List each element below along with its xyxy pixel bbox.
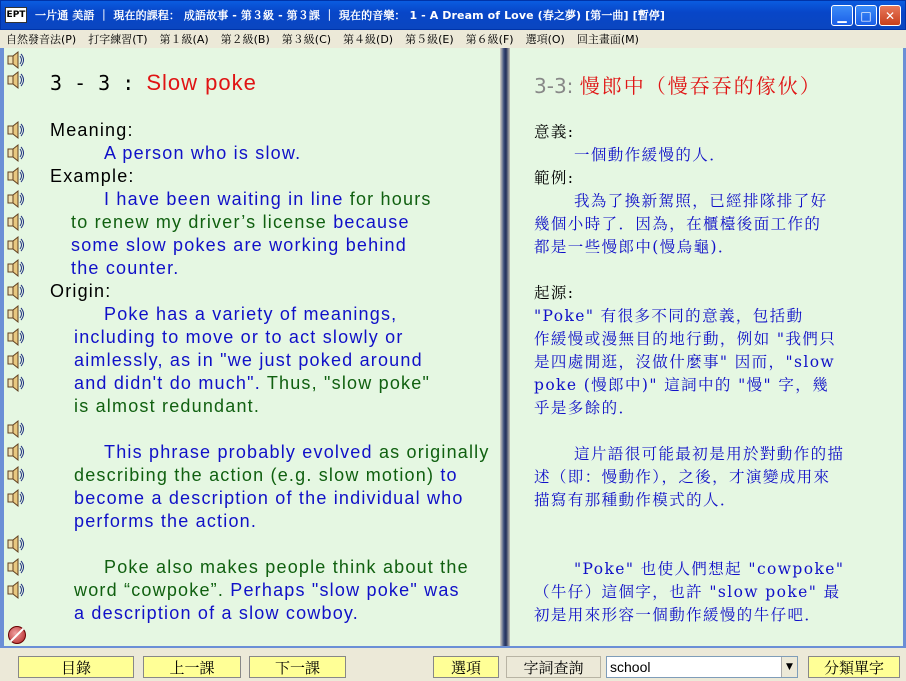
menu-level-3[interactable]: 第３級(C) (281, 33, 332, 46)
english-line (50, 120, 134, 141)
dictionary-button[interactable]: 字詞查詢 (506, 656, 601, 678)
english-line (74, 350, 423, 371)
chinese-line: 是四處閒逛，沒做什麼事" 因而，"slow (534, 353, 836, 371)
menu-options[interactable]: 選項(O) (525, 33, 565, 46)
english-line (74, 465, 458, 486)
chinese-line: 一個動作緩慢的人． (574, 146, 727, 164)
stop-icon[interactable] (8, 626, 26, 644)
menu-typing[interactable]: 打字練習(T) (88, 33, 148, 46)
speaker-icon[interactable] (6, 534, 26, 554)
chinese-pane[interactable] (510, 48, 906, 646)
app-icon[interactable]: EPT (5, 7, 27, 23)
english-text: Origin: (50, 281, 112, 301)
english-text: to renew my driver’s license (71, 212, 334, 232)
chinese-lesson-title: 慢郎中（慢吞吞的傢伙） (579, 74, 822, 98)
english-text: for hours (349, 189, 432, 209)
chinese-line: 起源: (534, 284, 575, 302)
english-text: Example: (50, 166, 135, 186)
chinese-line: "Poke" 有很多不同的意義，包括動 (534, 307, 804, 325)
english-text: describing the action (e.g. slow motion) (74, 465, 441, 485)
speaker-icon[interactable] (6, 235, 26, 255)
speaker-icon[interactable] (6, 350, 26, 370)
chinese-line: 述（即：慢動作），之後，才演變成用來 (534, 468, 831, 486)
chevron-down-icon[interactable]: ▼ (781, 657, 797, 677)
prev-lesson-button[interactable]: 上一課 (143, 656, 241, 678)
speaker-icon[interactable] (6, 327, 26, 347)
close-button[interactable]: ✕ (879, 5, 901, 26)
english-line (104, 143, 301, 164)
chinese-line: 我為了換新駕照，已經排隊排了好 (574, 192, 828, 210)
speaker-icon[interactable] (6, 120, 26, 140)
chinese-heading (534, 70, 822, 99)
speaker-icon[interactable] (6, 212, 26, 232)
english-line (50, 166, 135, 187)
bottom-toolbar (0, 646, 906, 681)
speaker-icon[interactable] (6, 143, 26, 163)
english-text: aimlessly, (74, 350, 170, 370)
chinese-line: "Poke" 也使人們想起 "cowpoke" (574, 560, 845, 578)
english-text: including to move or to act slowly or (74, 327, 404, 347)
speaker-icon[interactable] (6, 488, 26, 508)
speaker-icon[interactable] (6, 442, 26, 462)
speaker-icon[interactable] (6, 166, 26, 186)
english-text: because (333, 212, 410, 232)
english-text: as originally (378, 442, 490, 462)
english-text: I have been waiting in line (104, 189, 350, 209)
english-line (104, 442, 490, 463)
chinese-line: 幾個小時了．因為，在櫃檯後面工作的 (534, 215, 822, 233)
english-text: some slow pokes are working behind (71, 235, 407, 255)
english-line (71, 212, 410, 233)
english-text: word “cowpoke”. (74, 580, 231, 600)
english-text: Poke also makes people think about the (104, 557, 469, 577)
chinese-line: 這片語很可能最初是用於對動作的描 (574, 445, 845, 463)
category-words-button[interactable]: 分類單字 (808, 656, 900, 678)
word-lookup-value[interactable]: school (610, 659, 651, 675)
english-text: Thus, "slow poke" (266, 373, 431, 393)
english-line (74, 373, 430, 394)
lesson-number: 3 - 3 : (50, 71, 135, 95)
next-lesson-button[interactable]: 下一課 (249, 656, 346, 678)
english-line (74, 396, 260, 417)
chinese-line: （牛仔）這個字，也許 "slow poke" 最 (534, 583, 841, 601)
speaker-icon[interactable] (6, 465, 26, 485)
speaker-icon[interactable] (6, 580, 26, 600)
english-text: is almost redundant. (74, 396, 261, 416)
speaker-icon[interactable] (6, 304, 26, 324)
english-text: This phrase probably evolved (104, 442, 379, 462)
english-line (71, 235, 407, 256)
maximize-button[interactable]: □ (855, 5, 877, 26)
chinese-line: 都是一些慢郎中(慢烏龜)． (534, 238, 735, 256)
menu-level-6[interactable]: 第６級(F) (465, 33, 514, 46)
chinese-lesson-number: 3-3: (534, 74, 580, 98)
english-line (104, 189, 432, 210)
english-pane[interactable] (0, 48, 500, 646)
chinese-line: poke (慢郎中)" 這詞中的 "慢" 字，幾 (534, 376, 830, 394)
chinese-line: 範例: (534, 169, 575, 187)
english-text: Poke has a variety of meanings, (104, 304, 398, 324)
english-text: as in "we just poked around (169, 350, 423, 370)
speaker-icon[interactable] (6, 557, 26, 577)
lesson-title: Slow poke (146, 70, 257, 95)
menu-level-4[interactable]: 第４級(D) (343, 33, 394, 46)
speaker-icon[interactable] (6, 189, 26, 209)
chinese-line: 描寫有那種動作模式的人． (534, 491, 737, 509)
window-title: 一片通 美語 ｜ 現在的課程： 成語故事 - 第３級 - 第３課 ｜ 現在的音樂： 1 - A Dream of Love (春之夢) [第一曲] [暫停] (35, 9, 666, 22)
chinese-line: 乎是多餘的． (534, 399, 636, 417)
word-lookup-combo[interactable] (606, 656, 798, 678)
speaker-icon[interactable] (6, 70, 26, 90)
english-line (104, 557, 469, 578)
english-text: Meaning: (50, 120, 134, 140)
speaker-icon[interactable] (6, 258, 26, 278)
english-text: become a description of the individual who (74, 488, 464, 508)
menu-level-1[interactable]: 第１級(A) (159, 33, 209, 46)
speaker-icon[interactable] (6, 373, 26, 393)
pane-splitter[interactable] (500, 48, 510, 646)
english-line (50, 281, 111, 302)
menu-level-2[interactable]: 第２級(B) (220, 33, 270, 46)
english-line (74, 488, 464, 509)
speaker-icon[interactable] (6, 281, 26, 301)
menu-bar (0, 30, 906, 48)
toc-button[interactable]: 目錄 (18, 656, 134, 678)
english-line (74, 603, 359, 624)
english-line (74, 327, 404, 348)
minimize-button[interactable]: ▁ (831, 5, 853, 26)
english-line (74, 580, 460, 601)
menu-level-5[interactable]: 第５級(E) (405, 33, 454, 46)
speaker-icon[interactable] (6, 419, 26, 439)
english-line (104, 304, 397, 325)
speaker-icon[interactable] (6, 50, 26, 70)
chinese-line: 意義: (534, 123, 575, 141)
menu-phonics[interactable]: 自然發音法(P) (6, 33, 77, 46)
english-text: Perhaps "slow poke" was (230, 580, 460, 600)
english-line (74, 511, 257, 532)
menu-main[interactable]: 回主畫面(M) (576, 33, 639, 46)
english-text: and didn't do much". (74, 373, 267, 393)
english-text: a description of a slow cowboy. (74, 603, 359, 623)
english-line (71, 258, 179, 279)
english-text: the counter. (71, 258, 180, 278)
english-text: A person who is slow. (104, 143, 302, 163)
english-text: to (440, 465, 458, 485)
options-button[interactable]: 選項 (433, 656, 499, 678)
chinese-line: 初是用來形容一個動作緩慢的牛仔吧． (534, 606, 822, 624)
title-bar[interactable] (0, 0, 906, 30)
english-text: performs the action. (74, 511, 258, 531)
chinese-line: 作緩慢或漫無目的地行動，例如 "我們只 (534, 330, 837, 348)
lesson-heading (50, 70, 257, 96)
